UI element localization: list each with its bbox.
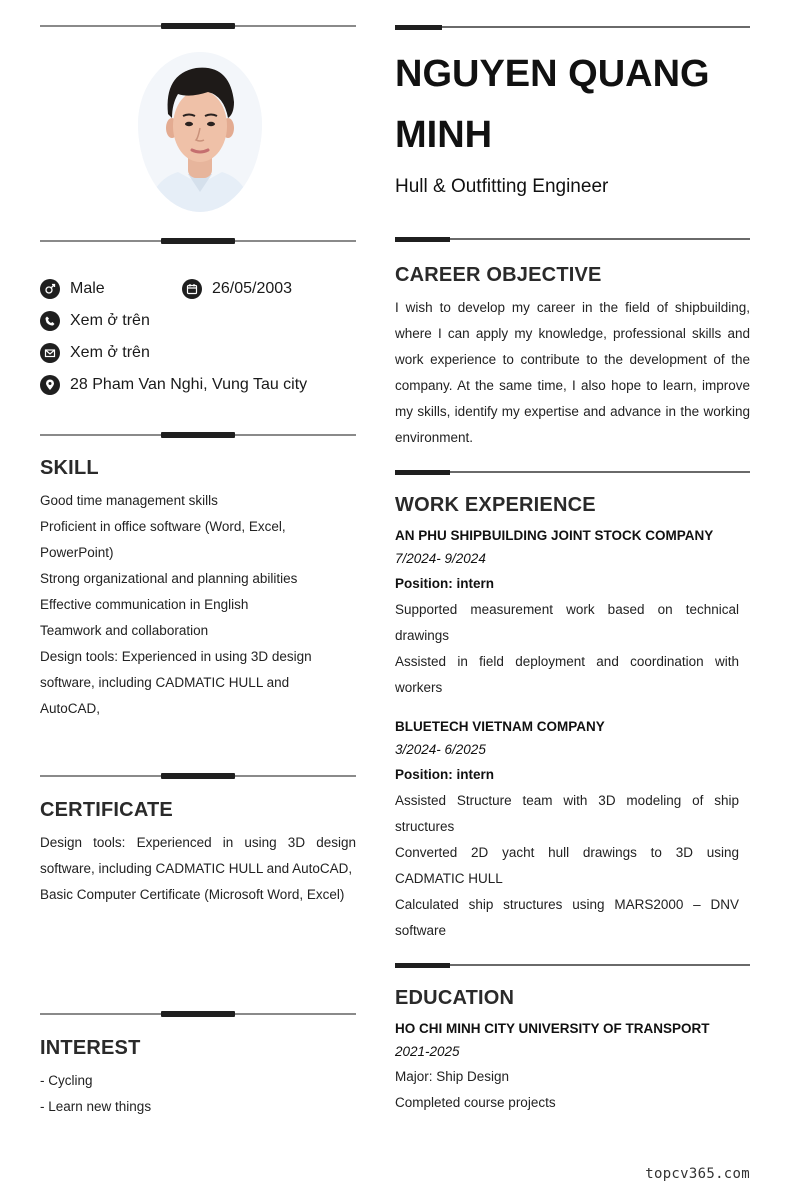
duty-list (395, 597, 739, 701)
education-major: Major: Ship Design (395, 1069, 510, 1084)
school-name: HO CHI MINH CITY UNIVERSITY OF TRANSPORT (395, 1021, 710, 1036)
interest-heading: INTEREST (40, 1037, 141, 1059)
envelope-icon (40, 343, 60, 363)
divider (395, 237, 750, 242)
job-dates: 3/2024- 6/2025 (395, 742, 486, 757)
company-name: BLUETECH VIETNAM COMPANY (395, 719, 605, 734)
list-item: Teamwork and collaboration (40, 623, 209, 638)
phone-row (40, 311, 150, 331)
list-item: Basic Computer Certificate (Microsoft Word, Excel) (40, 887, 345, 902)
address-row (40, 375, 307, 395)
education-heading: EDUCATION (395, 987, 515, 1009)
divider (395, 470, 750, 475)
divider (40, 238, 356, 244)
watermark: topcv365.com (645, 1166, 750, 1182)
gender-row (40, 279, 105, 299)
list-item: Assisted Structure team with 3D modeling of ship structures (395, 793, 739, 834)
phone-value: Xem ở trên (70, 312, 150, 329)
divider (40, 432, 356, 438)
full-name: NGUYEN QUANG MINH (395, 53, 710, 156)
gender-value: Male (70, 280, 105, 297)
list-item: - Cycling (40, 1073, 93, 1088)
list-item: Supported measurement work based on technical drawings (395, 602, 739, 643)
portrait-photo (138, 52, 262, 212)
list-item: Proficient in office software (Word, Excel, PowerPoint) (40, 519, 286, 560)
list-item: Assisted in field deployment and coordination with workers (395, 654, 739, 695)
divider (40, 1011, 356, 1017)
gender-icon (40, 279, 60, 299)
list-item: Design tools: Experienced in using 3D design software, including CADMATIC HULL and AutoCAD, (40, 649, 312, 716)
list-item: Design tools: Experienced in using 3D design software, including CADMATIC HULL and AutoCAD, (40, 835, 356, 876)
divider (40, 23, 356, 29)
list-item: Converted 2D yacht hull drawings to 3D using CADMATIC HULL (395, 845, 739, 886)
company-name: AN PHU SHIPBUILDING JOINT STOCK COMPANY (395, 528, 714, 543)
skill-list (40, 488, 330, 722)
skill-heading: SKILL (40, 457, 99, 479)
list-item: Good time management skills (40, 493, 218, 508)
email-row (40, 343, 150, 363)
education-note: Completed course projects (395, 1095, 556, 1110)
divider (395, 963, 750, 968)
birthdate-value: 26/05/2003 (212, 280, 293, 297)
list-item: - Learn new things (40, 1099, 152, 1114)
job-position: Position: intern (395, 576, 494, 591)
duty-list (395, 788, 739, 944)
phone-icon (40, 311, 60, 331)
list-item: Effective communication in English (40, 597, 249, 612)
calendar-icon (182, 279, 202, 299)
certificate-list (40, 830, 356, 908)
avatar (138, 52, 262, 212)
job-dates: 7/2024- 9/2024 (395, 551, 486, 566)
experience-heading: WORK EXPERIENCE (395, 494, 596, 516)
list-item: Strong organizational and planning abilities (40, 571, 298, 586)
job-title: Hull & Outfitting Engineer (395, 176, 609, 197)
address-value: 28 Pham Van Nghi, Vung Tau city (70, 376, 308, 393)
interest-list (40, 1068, 356, 1120)
divider (395, 25, 750, 30)
birthdate-row (182, 279, 292, 299)
email-value: Xem ở trên (70, 344, 150, 361)
certificate-heading: CERTIFICATE (40, 799, 173, 821)
list-item: Calculated ship structures using MARS2000 – DNV software (395, 897, 739, 938)
divider (40, 773, 356, 779)
objective-heading: CAREER OBJECTIVE (395, 264, 602, 286)
location-pin-icon (40, 375, 60, 395)
objective-text: I wish to develop my career in the field of shipbuilding, where I can apply my knowledge, professional skills and work experience to contribute to the development of the company. At the same time, I also hope to learn, improve my skills, identify my expertise and advance in the working environment. (395, 300, 750, 445)
education-dates: 2021-2025 (395, 1044, 460, 1059)
job-position: Position: intern (395, 767, 494, 782)
